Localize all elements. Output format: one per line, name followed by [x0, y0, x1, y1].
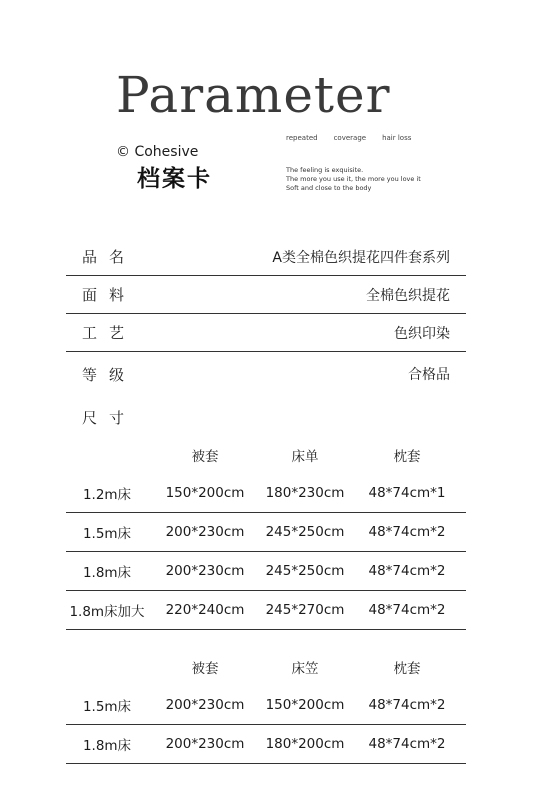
table-cell: 245*250cm [265, 524, 345, 540]
param-row-fabric [66, 276, 466, 314]
table-row [66, 552, 466, 591]
table-cell: 1.8m床加大 [69, 604, 145, 620]
table-cell: 1.5m床 [82, 699, 132, 715]
page-title: Parameter [116, 66, 391, 124]
size-table-fitted [66, 647, 466, 764]
table-cell: 1.8m床 [82, 738, 132, 754]
param-value: 色织印染 [394, 325, 450, 342]
table-cell: 48*74cm*2 [368, 697, 446, 713]
table-header-cell: 被套 [191, 448, 219, 465]
param-row-craft [66, 314, 466, 352]
table-cell: 48*74cm*2 [368, 602, 446, 618]
tagline-line: The more you use it, the more you love it [286, 175, 421, 183]
table-cell: 200*230cm [165, 736, 245, 752]
table-cell: 48*74cm*2 [368, 524, 446, 540]
table-cell: 1.2m床 [82, 487, 132, 503]
param-row-size [66, 398, 466, 436]
table-cell: 245*250cm [265, 563, 345, 579]
param-row-name [66, 238, 466, 276]
table-header-cell: 床笠 [291, 660, 319, 677]
tag-item: hair loss [382, 134, 412, 142]
table-cell: 150*200cm [165, 485, 245, 501]
param-label: 等级 [82, 365, 137, 384]
table-header-cell: 枕套 [393, 660, 421, 677]
param-label: 工艺 [82, 324, 137, 342]
table-cell: 180*200cm [265, 736, 345, 752]
tagline-line: Soft and close to the body [286, 184, 372, 192]
param-value: 合格品 [408, 367, 450, 383]
table-cell: 48*74cm*1 [368, 485, 446, 501]
param-label: 尺寸 [82, 408, 137, 427]
table-header-row [66, 435, 466, 474]
param-value: 全棉色织提花 [366, 287, 450, 304]
tagline [286, 166, 421, 193]
table-cell: 48*74cm*2 [368, 736, 446, 752]
table-cell: 200*230cm [165, 524, 245, 540]
table-cell: 220*240cm [165, 602, 245, 618]
size-table-sheet [66, 435, 466, 630]
brand-name: © Cohesive [116, 144, 199, 160]
table-cell: 180*230cm [265, 485, 345, 501]
table-cell: 150*200cm [265, 697, 345, 713]
table-cell: 1.8m床 [82, 565, 132, 581]
table-header-cell: 被套 [191, 660, 219, 677]
tagline-line: The feeling is exquisite. [286, 166, 364, 174]
param-label: 品名 [82, 248, 137, 266]
table-header-cell: 枕套 [393, 448, 421, 465]
table-cell: 200*230cm [165, 563, 245, 579]
tag-item: coverage [333, 134, 367, 142]
table-cell: 200*230cm [165, 697, 245, 713]
table-row [66, 513, 466, 552]
brand-subtitle: 档案卡 [137, 166, 212, 192]
table-header-cell: 床单 [291, 448, 319, 465]
param-label: 面料 [82, 286, 137, 304]
table-cell: 245*270cm [265, 602, 345, 618]
tag-list [286, 134, 411, 142]
table-row [66, 725, 466, 764]
table-row [66, 591, 466, 630]
table-cell: 48*74cm*2 [368, 563, 446, 579]
tag-item: repeated [286, 134, 318, 142]
table-cell: 1.5m床 [82, 526, 132, 542]
table-row [66, 474, 466, 513]
param-value: A类全棉色织提花四件套系列 [272, 249, 450, 266]
table-header-row [66, 647, 466, 686]
param-row-grade [66, 355, 466, 393]
table-row [66, 686, 466, 725]
